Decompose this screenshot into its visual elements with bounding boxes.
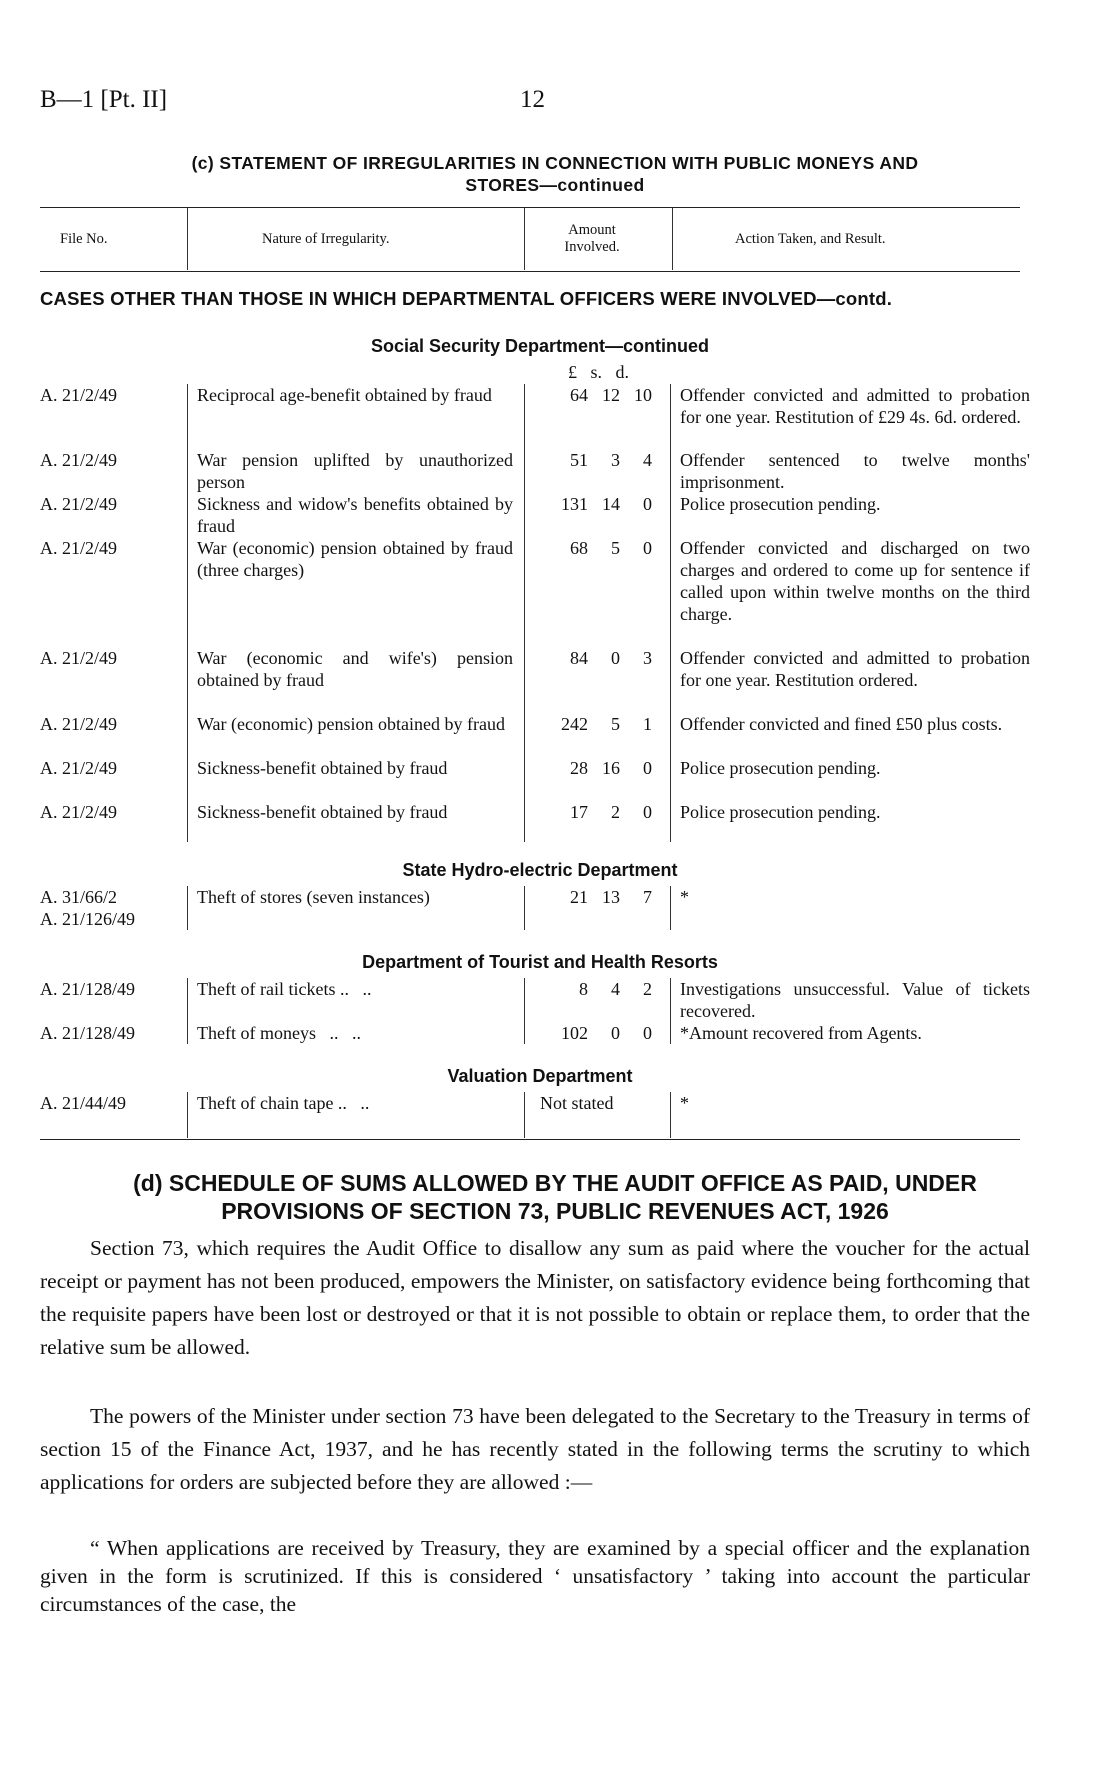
file-number: A. 21/126/49 xyxy=(40,909,136,929)
col-header-file: File No. xyxy=(60,231,108,247)
body-paragraph: The powers of the Minister under section 73 have been delegated to the Secretary to the Treasury in terms of section 15 of the Finance Act, 1937, and he has recently stated in the following terms the scrutiny to which applications for orders are subjected before they are allowed :— xyxy=(40,1404,1030,1494)
col-divider xyxy=(187,208,188,270)
amount: 64 12 10 xyxy=(570,385,652,405)
section-d-title-line2: PROVISIONS OF SECTION 73, PUBLIC REVENUES ACT, 1926 xyxy=(221,1198,889,1224)
col-divider xyxy=(670,1092,671,1138)
amount: 131 14 0 xyxy=(561,494,652,514)
action-text: * xyxy=(680,1093,689,1113)
amount: 242 5 1 xyxy=(561,714,652,734)
col-divider xyxy=(524,384,525,842)
col-divider xyxy=(672,208,673,270)
currency-header: £ s. d. xyxy=(568,362,630,382)
amount: 28 16 0 xyxy=(570,758,652,778)
action-text: Offender convicted and admitted to probation for one year. Restitution ordered. xyxy=(680,648,1030,690)
nature-text: War (economic) pension obtained by fraud (three charges) xyxy=(197,538,513,580)
nature-text: Sickness-benefit obtained by fraud xyxy=(197,758,448,778)
department-heading: Valuation Department xyxy=(447,1066,633,1086)
amount: 102 0 0 xyxy=(561,1023,652,1043)
table-bottom-rule xyxy=(40,1139,1020,1140)
section-c-title-line1: (c) STATEMENT OF IRREGULARITIES IN CONNECTION WITH PUBLIC MONEYS AND xyxy=(191,153,919,173)
action-text: Police prosecution pending. xyxy=(680,802,881,822)
file-number: A. 21/2/49 xyxy=(40,450,118,470)
amount: Not stated xyxy=(540,1093,614,1113)
file-number: A. 21/2/49 xyxy=(40,385,118,405)
col-divider xyxy=(524,1092,525,1138)
amount: 84 0 3 xyxy=(570,648,652,668)
action-text: Offender convicted and fined £50 plus costs. xyxy=(680,714,1003,734)
nature-text: Sickness and widow's benefits obtained by fraud xyxy=(197,494,513,536)
section-d-title-line1: (d) SCHEDULE OF SUMS ALLOWED BY THE AUDIT OFFICE AS PAID, UNDER xyxy=(133,1170,977,1196)
amount: 17 2 0 xyxy=(570,802,652,822)
action-text: Offender convicted and admitted to probation for one year. Restitution of £29 4s. 6d. ordered. xyxy=(680,385,1030,427)
file-number: A. 21/2/49 xyxy=(40,758,118,778)
nature-text: Sickness-benefit obtained by fraud xyxy=(197,802,448,822)
col-header-action: Action Taken, and Result. xyxy=(735,231,886,247)
page-number: 12 xyxy=(520,86,545,113)
col-divider xyxy=(670,978,671,1044)
file-number: A. 21/44/49 xyxy=(40,1093,127,1113)
nature-text: Reciprocal age-benefit obtained by fraud xyxy=(197,385,492,405)
amount: 8 4 2 xyxy=(579,979,652,999)
col-divider xyxy=(187,384,188,842)
file-number: A. 21/2/49 xyxy=(40,714,118,734)
cases-heading: CASES OTHER THAN THOSE IN WHICH DEPARTMENTAL OFFICERS WERE INVOLVED—contd. xyxy=(40,288,893,309)
col-divider xyxy=(187,978,188,1044)
col-divider xyxy=(524,978,525,1044)
quoted-paragraph: “ When applications are received by Treasury, they are examined by a special officer and the explanation given in the form is scrutinized. If this is considered ‘ unsatisfactory ’ taking into account the particular circumstances of the case, the xyxy=(40,1536,1030,1616)
action-text: * xyxy=(680,887,689,907)
table-header-rule xyxy=(40,271,1020,272)
col-header-amount-1: Amount xyxy=(568,222,616,238)
action-text: Police prosecution pending. xyxy=(680,758,881,778)
section-c-title-line2: STORES—continued xyxy=(465,175,645,195)
file-number: A. 21/2/49 xyxy=(40,538,118,558)
file-number: A. 21/128/49 xyxy=(40,1023,136,1043)
col-divider xyxy=(524,208,525,270)
department-heading: Social Security Department—continued xyxy=(370,336,710,356)
file-number: A. 31/66/2 xyxy=(40,887,118,907)
nature-text: War (economic and wife's) pension obtained by fraud xyxy=(197,648,513,690)
nature-text: Theft of moneys .. .. xyxy=(197,1023,361,1043)
amount: 51 3 4 xyxy=(570,450,652,470)
file-number: A. 21/2/49 xyxy=(40,648,118,668)
page-reference: B—1 [Pt. II] xyxy=(40,86,168,113)
body-paragraph: Section 73, which requires the Audit Office to disallow any sum as paid where the voucher for the actual receipt or payment has not been produced, empowers the Minister, on satisfactory evidence being forthcoming that the requisite papers have been lost or destroyed or that it is not possible to obtain or replace them, to order that the relative sum be allowed. xyxy=(40,1236,1030,1359)
nature-text: War (economic) pension obtained by fraud xyxy=(197,714,505,734)
department-heading: Department of Tourist and Health Resorts xyxy=(362,952,718,972)
action-text: *Amount recovered from Agents. xyxy=(680,1023,922,1043)
action-text: Offender convicted and discharged on two charges and ordered to come up for sentence if called upon within twelve months on the third charge. xyxy=(680,538,1030,624)
file-number: A. 21/128/49 xyxy=(40,979,136,999)
col-divider xyxy=(670,384,671,842)
department-heading: State Hydro-electric Department xyxy=(402,860,678,880)
action-text: Investigations unsuccessful. Value of tickets recovered. xyxy=(680,979,1030,1021)
col-divider xyxy=(670,886,671,930)
nature-text: Theft of stores (seven instances) xyxy=(197,887,430,907)
file-number: A. 21/2/49 xyxy=(40,802,118,822)
col-header-amount-2: Involved. xyxy=(564,239,620,255)
nature-text: War pension uplifted by unauthorized person xyxy=(197,450,513,492)
col-divider xyxy=(187,886,188,930)
col-divider xyxy=(187,1092,188,1138)
file-number: A. 21/2/49 xyxy=(40,494,118,514)
amount: 68 5 0 xyxy=(570,538,652,558)
nature-text: Theft of chain tape .. .. xyxy=(197,1093,370,1113)
action-text: Offender sentenced to twelve months' imprisonment. xyxy=(680,450,1030,492)
nature-text: Theft of rail tickets .. .. xyxy=(197,979,372,999)
col-divider xyxy=(524,886,525,930)
amount: 21 13 7 xyxy=(570,887,652,907)
action-text: Police prosecution pending. xyxy=(680,494,881,514)
col-header-nature: Nature of Irregularity. xyxy=(262,231,390,247)
